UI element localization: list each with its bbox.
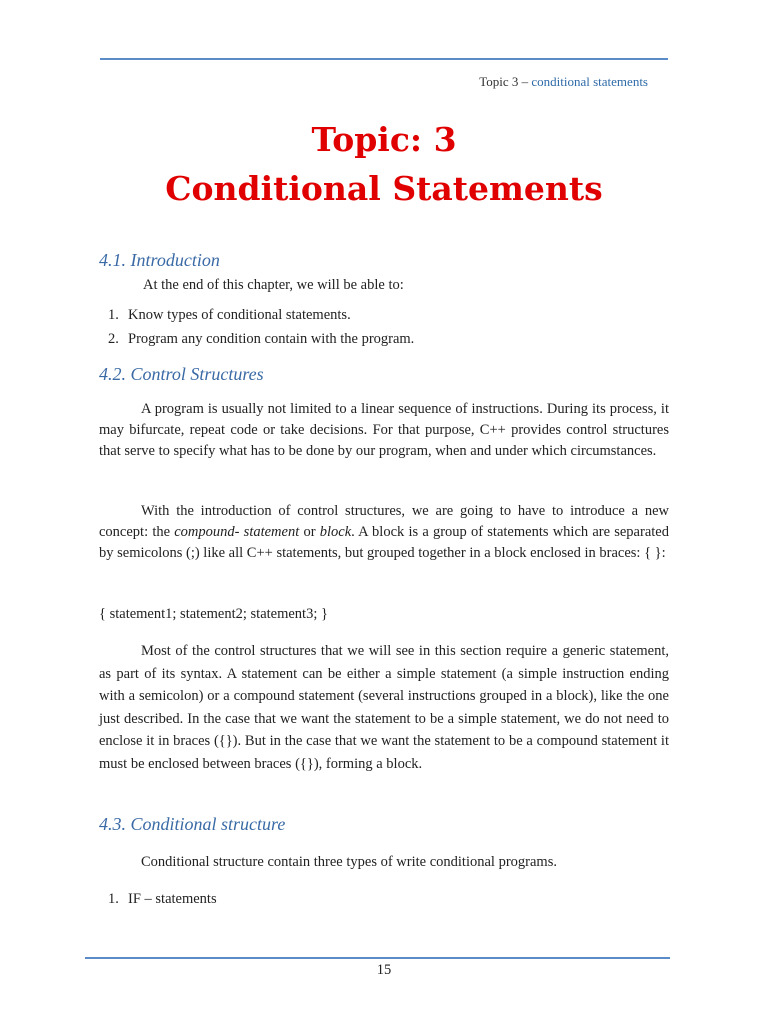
list-item-number: 2. xyxy=(108,331,119,347)
control-structures-paragraph-3: Most of the control structures that we will see in this section require a generic statement, as part of its syntax. A statement can be either a simple statement (a simple instruction ending with a semicolon) or a compound statement (several instructions grouped in a block), like the one just described. In the case that we want the statement to be a simple statement, we do not need to enclose it in braces ({}). But in the case that we want the statement to be a compound statement it must be enclosed between braces ({}), forming a block. xyxy=(99,643,669,772)
control-structures-paragraph-1: A program is usually not limited to a linear sequence of instructions. During its process, it may bifurcate, repeat code or take decisions. For that purpose, C++ provides control structures that serve to specify what has to be done by our program, when and under which circumstances. xyxy=(99,401,669,459)
section-heading-control-structures: 4.2. Control Structures xyxy=(99,364,264,384)
list-item xyxy=(108,307,351,324)
running-header-topic: conditional statements xyxy=(531,74,648,89)
page-title-line2: Conditional Statements xyxy=(165,169,603,208)
running-header-prefix: Topic 3 – xyxy=(479,74,532,89)
footer-rule xyxy=(85,957,670,959)
list-item-number: 1. xyxy=(108,307,119,323)
paragraph-text: . A block is a group of statements which are separated by semicolons (;) like all C++ statements, but grouped together in a block enclosed in braces: { }: xyxy=(99,524,669,561)
section-heading-introduction: 4.1. Introduction xyxy=(99,250,220,270)
list-item-text: Know types of conditional statements. xyxy=(128,307,351,323)
list-item-text: IF – statements xyxy=(128,891,217,907)
page-number: 15 xyxy=(376,962,392,978)
header-rule xyxy=(100,58,668,60)
code-example: { statement1; statement2; statement3; } xyxy=(99,606,328,622)
introduction-text: At the end of this chapter, we will be able to: xyxy=(143,277,404,293)
block-term: block xyxy=(319,524,352,540)
list-item xyxy=(108,331,414,348)
control-structures-paragraph-2 xyxy=(99,501,669,564)
page-title-line1: Topic: 3 xyxy=(311,120,457,159)
list-item-text: Program any condition contain with the program. xyxy=(128,331,415,347)
running-header xyxy=(479,74,648,90)
paragraph-text: or xyxy=(299,524,320,540)
conditional-structure-text: Conditional structure contain three types of write conditional programs. xyxy=(141,854,557,870)
list-item xyxy=(108,891,217,908)
paragraph-text: With the introduction of control structures, we are going to have to introduce a new concept: the xyxy=(99,503,669,540)
compound-statement-term: compound- statement xyxy=(174,524,300,540)
list-item-number: 1. xyxy=(108,891,119,907)
section-heading-conditional-structure: 4.3. Conditional structure xyxy=(99,814,286,834)
